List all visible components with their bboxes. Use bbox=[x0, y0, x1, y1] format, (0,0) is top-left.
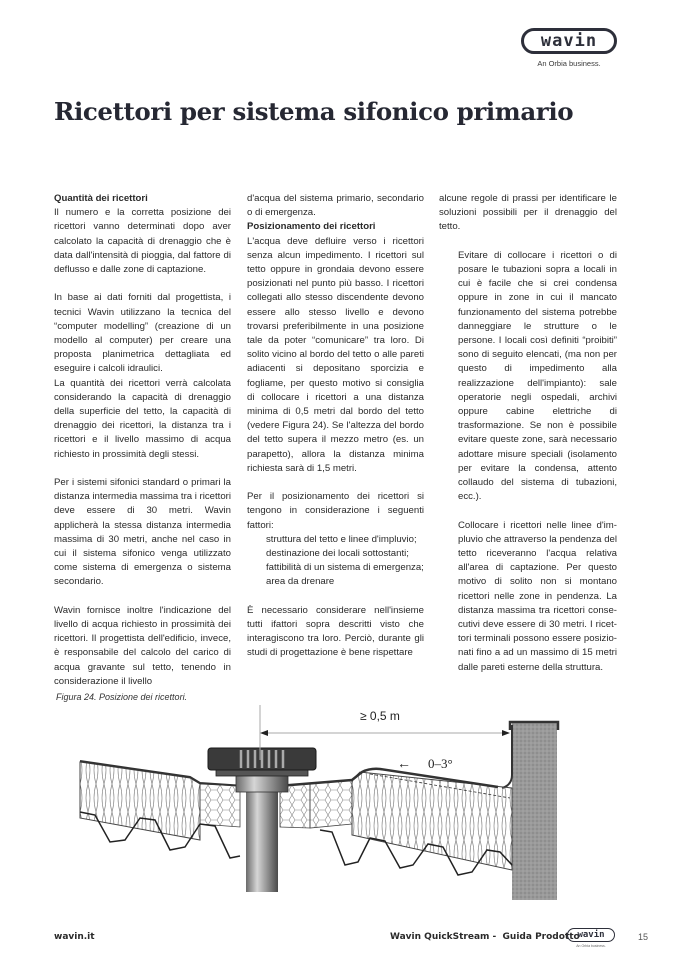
slope-indicator bbox=[397, 755, 453, 771]
page-title: Ricettori per sistema sifonico primario bbox=[54, 97, 574, 126]
logo-wordmark: wavin bbox=[540, 30, 598, 51]
footer-logo-wordmark: wavin bbox=[577, 929, 605, 940]
rule-paragraph: Evitare di collocare i ricettori o di posare le tubazioni sopra a locali in cui è facile che si crei condensa oppure in zone in cui il mancato funzionamento del sistema potrebbe danneggiare le strutture o le persone. I locali così definiti “proibiti” sono di seguito elencati, (ma non per questo di impedimento alla realizzazione dell'impianto): sale operatorie negli ospedali, archivi oppure cabine elettriche di trasformazione. Se non è possibile evitare queste zone, sarà necessario adottare misure speciali (isolamento per evitare la condensa, attento collaudo del sistema di tubazioni, ecc.). bbox=[458, 249, 617, 503]
section-heading-positioning: Posizionamento dei ricettori bbox=[247, 221, 376, 233]
roof-drain-diagram bbox=[40, 700, 677, 900]
paragraph: d'acqua del sistema primario, secondario o di emergenza. bbox=[247, 193, 424, 219]
page-number: 15 bbox=[638, 932, 649, 942]
footer-document-title: Wavin QuickStream - Guida Prodotto bbox=[390, 932, 580, 942]
rule-paragraph: Collocare i ricettori nelle linee d'impluvio che attraverso la pendenza del tetto riceveranno l'acqua relativa all'area di captazione. Per questo motivo di solito non si montano ricettori nelle zone in pendenza. La distanza massima tra ricettori consecutivi deve essere di 30 metri. I ricettori terminali possono essere posizionati fino a ad un massimo di 15 metri dalle pareti esterne della struttura. bbox=[458, 519, 617, 673]
factor-list-item: fattibilità di un sistema di emergenza; bbox=[266, 562, 424, 574]
distance-label: ≥ 0,5 m bbox=[360, 709, 400, 723]
factor-list-item: struttura del tetto e linee d'impluvio; bbox=[266, 533, 417, 545]
paragraph: alcune regole di prassi per identificare le soluzioni possibili per il drenaggio del tetto. bbox=[439, 193, 617, 233]
paragraph: L'acqua deve defluire verso i ricettori senza alcun impedimento. I ricettori sul tetto oppure in grondaia devono essere posizionati nel punto più basso. I ricettori collegati allo stesso discendente devono essere allo stesso livello e devono trovarsi preferibilmente in una posizione tale da poter “comunicare” tra loro. Di solito vicino al bordo del tetto o alle pareti adiacenti si depositano sporcizia e fogliame, per questo motivo si consiglia di collocare i ricettori a una distanza minima di 0,5 metri dal bordo del tetto (vedere Figura 24). Se l'altezza del bordo del tetto supera il mezzo metro (es. un parapetto), allora la distanza minima richiesta sarà di 1,5 metri. bbox=[247, 235, 424, 474]
paragraph: Per il posizionamento dei ricettori si tengono in considerazione i seguenti fattori: bbox=[247, 491, 424, 531]
paragraph: La quantità dei ricettori verrà calcolata considerando la capacità di drenaggio della superficie del tetto, la capacità di drenaggio dei ricettori, la distanza tra i ricettori e il livello massimo di acqua richiesto in prossimità degli stessi. bbox=[54, 377, 231, 460]
factor-list-item: area da drenare bbox=[266, 576, 335, 588]
figure-caption: Figura 24. Posizione dei ricettori. bbox=[56, 692, 188, 702]
paragraph: Wavin fornisce inoltre l'indicazione del livello di acqua richiesto in prossimità dei ricettori. Il progettista dell'edificio, invece, è responsabile del calcolo del carico di acqua gravante sul tetto, tenendo in considerazione il livello bbox=[54, 604, 231, 687]
factor-list-item: destinazione dei locali sottostanti; bbox=[266, 548, 409, 560]
footer-wavin-logo bbox=[567, 928, 615, 942]
paragraph: È necessario considerare nell'insieme tutti ifattori sopra descritti visto che interagiscono tra loro. Perciò, durante gli studi di progettazione è bene rispettare bbox=[247, 604, 424, 659]
wavin-logo bbox=[521, 28, 617, 54]
text-column-3 bbox=[439, 192, 617, 675]
text-column-1 bbox=[54, 192, 231, 689]
text-column-2 bbox=[247, 192, 424, 661]
footer-website-link[interactable]: wavin.it bbox=[54, 932, 95, 942]
footer-logo-tagline: An Orbia business. bbox=[576, 944, 606, 948]
logo-tagline: An Orbia business. bbox=[537, 59, 601, 68]
paragraph: Per i sistemi sifonici standard o primari la distanza intermedia massima tra i ricettori deve essere di 30 metri. Wavin applicherà la stessa distanza intermedia massima di 30 metri, anche nel caso in cui il sistema sifonico venga utilizzato come sistema di emergenza o sistema secondario. bbox=[54, 477, 232, 588]
paragraph: Il numero e la corretta posizione dei ricettori vanno determinati dopo aver calcolato la capacità di drenaggio che è data dall'intensità di pioggia, dal fattore di deflusso e dalle zone di captazione. bbox=[54, 207, 231, 276]
slope-label: 0–3° bbox=[428, 756, 453, 771]
slope-arrow: ← bbox=[397, 755, 411, 771]
paragraph: In base ai dati forniti dal progettista, i tecnici Wavin utilizzano la tecnica del “computer modelling” (creazione di un modello al computer) per creare una proposta planimetrica dettagliata ed eseguire i calcoli idraulici. bbox=[54, 292, 231, 375]
section-heading-quantity: Quantità dei ricettori bbox=[54, 193, 148, 204]
